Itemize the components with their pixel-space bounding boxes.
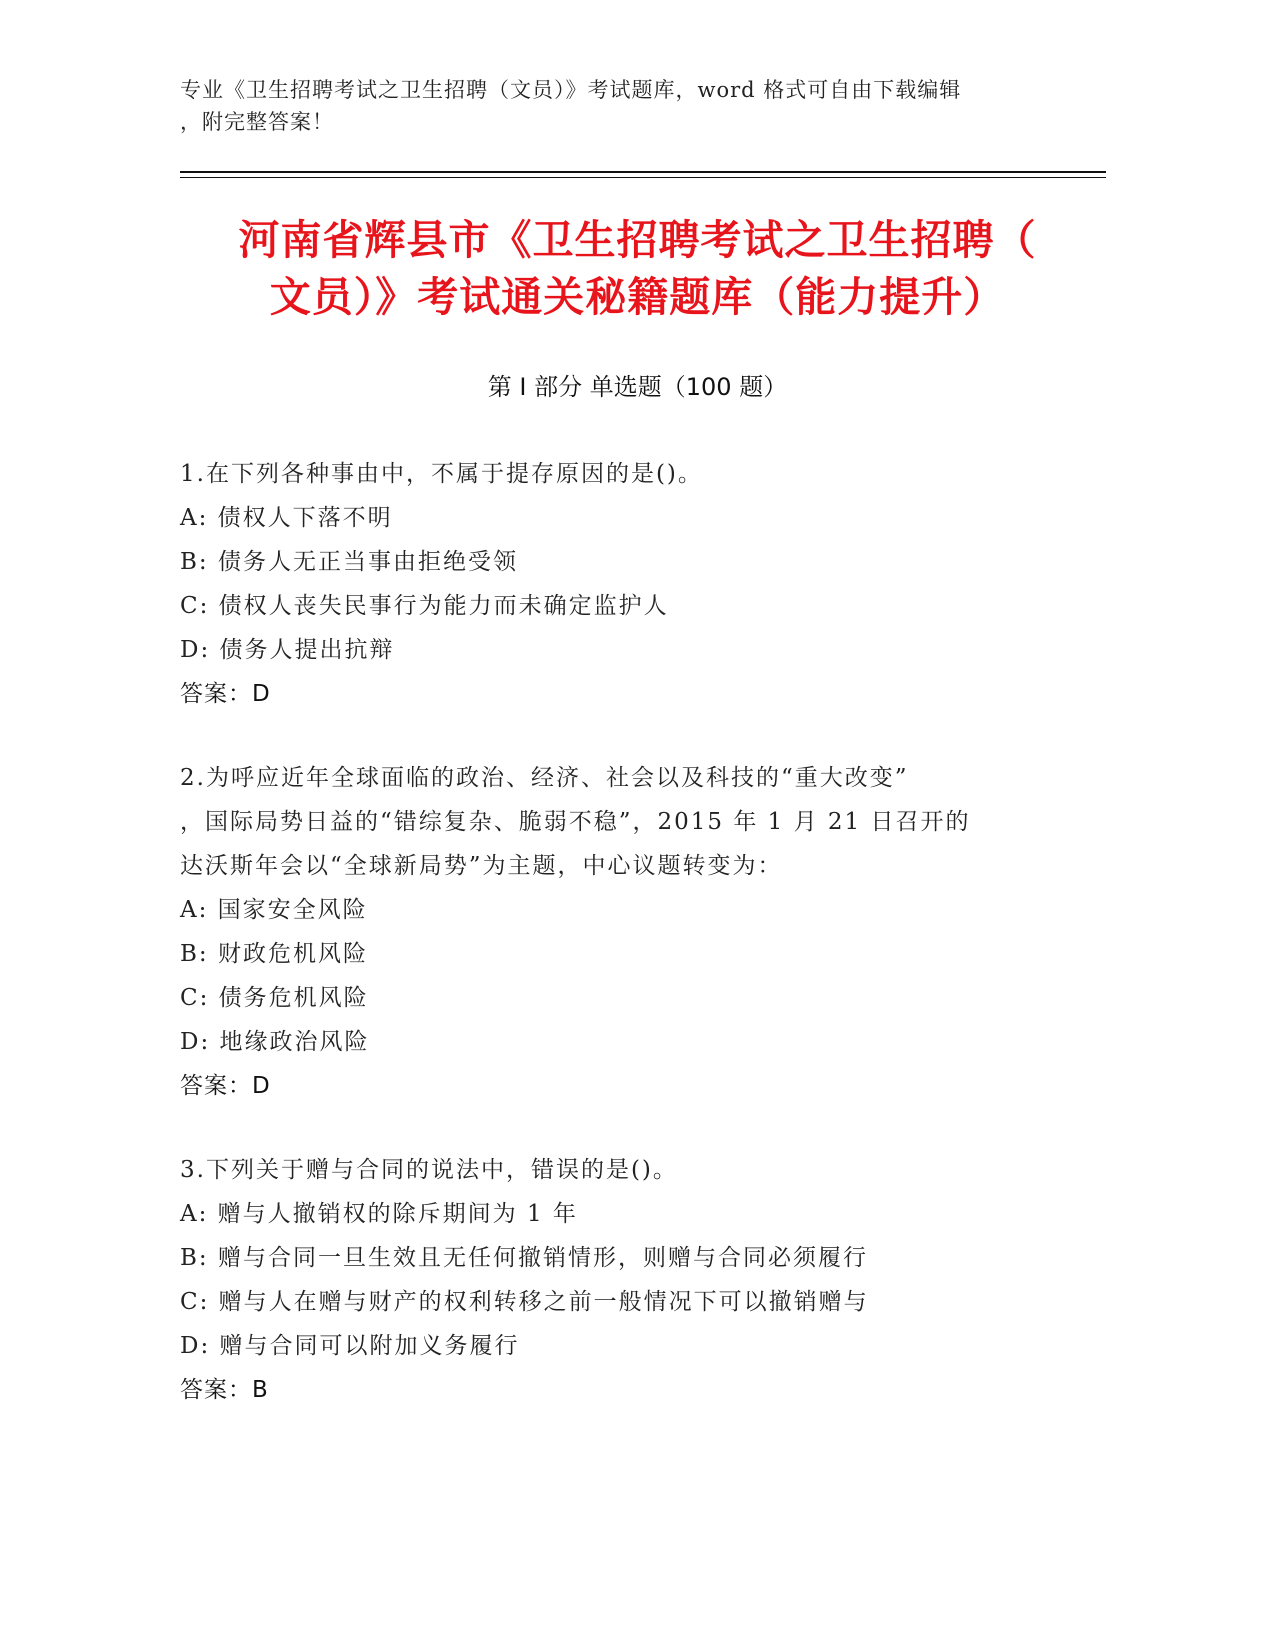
section-heading: 第 I 部分 单选题（100 题）	[487, 373, 788, 401]
header-note	[180, 74, 1110, 138]
question-stem: 3.下列关于赠与合同的说法中，错误的是()。	[180, 1157, 678, 1183]
answer: 答案：D	[180, 1073, 271, 1099]
question-stem-line-1: 2.为呼应近年全球面临的政治、经济、社会以及科技的“重大改变”	[180, 765, 909, 791]
option-d: D: 赠与合同可以附加义务履行	[180, 1333, 520, 1359]
question-3	[180, 1148, 1080, 1412]
question-2	[180, 756, 1080, 1108]
question-1	[180, 452, 1080, 716]
header-note-line-1: 专业《卫生招聘考试之卫生招聘（文员）》考试题库，word 格式可自由下载编辑	[180, 78, 962, 102]
option-a: A: 国家安全风险	[180, 897, 368, 923]
answer: 答案：D	[180, 681, 271, 707]
question-stem: 1.在下列各种事由中，不属于提存原因的是()。	[180, 461, 703, 487]
header-note-line-2: ，附完整答案！	[180, 110, 334, 134]
header-rule-thin	[180, 177, 1106, 178]
option-b: B: 财政危机风险	[180, 941, 368, 967]
option-c: C: 赠与人在赠与财产的权利转移之前一般情况下可以撤销赠与	[180, 1289, 869, 1315]
option-c: C: 债务危机风险	[180, 985, 369, 1011]
document-title-line-1: 河南省辉县市《卫生招聘考试之卫生招聘（	[238, 216, 1037, 264]
question-stem-line-3: 达沃斯年会以“全球新局势”为主题，中心议题转变为：	[180, 853, 783, 879]
option-c: C: 债权人丧失民事行为能力而未确定监护人	[180, 593, 669, 619]
option-d: D: 地缘政治风险	[180, 1029, 370, 1055]
option-d: D: 债务人提出抗辩	[180, 637, 395, 663]
option-b: B: 赠与合同一旦生效且无任何撤销情形，则赠与合同必须履行	[180, 1245, 868, 1271]
option-a: A: 赠与人撤销权的除斥期间为 1 年	[180, 1201, 578, 1227]
answer: 答案：B	[180, 1377, 269, 1403]
header-rule-thick	[180, 171, 1106, 173]
question-stem-line-2: ，国际局势日益的“错综复杂、脆弱不稳”，2015 年 1 月 21 日召开的	[180, 809, 971, 835]
option-a: A: 债权人下落不明	[180, 505, 393, 531]
document-title	[150, 212, 1125, 326]
document-title-line-2: 文员）》考试通关秘籍题库（能力提升）	[269, 273, 1006, 321]
option-b: B: 债务人无正当事由拒绝受领	[180, 549, 518, 575]
